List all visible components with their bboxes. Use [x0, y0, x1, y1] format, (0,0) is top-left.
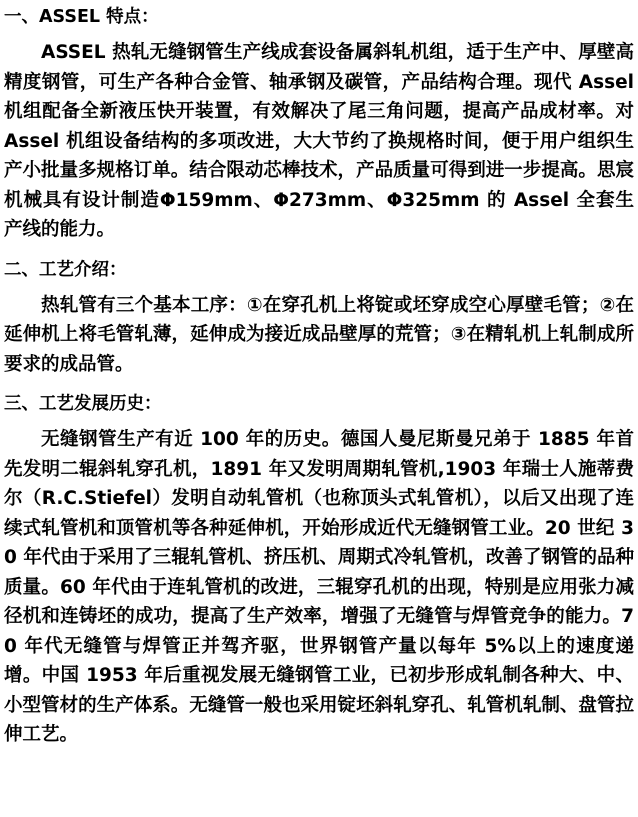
section-paragraph-process-history: 无缝钢管生产有近 100 年的历史。德国人曼尼斯曼兄弟于 1885 年首先发明二辊斜轧穿孔机，1891 年又发明周期轧管机,1903 年瑞士人施蒂费尔（R.C.Stiefel）发明自动轧管机（也称顶头式轧管机），以后又出现了连续式轧管机和顶管机等各种延伸机，开始形成近代无缝钢管工业。20 世纪 30 年代由于采用了三辊轧管机、挤压机、周期式冷轧管机，改善了钢管的品种质量。60 年代由于连轧管机的改进，三辊穿孔机的出现，特别是应用张力减径机和连铸坯的成功，提高了生产效率，增强了无缝管与焊管竞争的能力。70 年代无缝管与焊管正并驾齐驱，世界钢管产量以每年 5%以上的速度递增。中国 1953 年后重视发展无缝钢管工业，已初步形成轧制各种大、中、小型管材的生产体系。无缝管一般也采用锭坯斜轧穿孔、轧管机轧制、盘管拉伸工艺。: [4, 429, 634, 745]
section-paragraph-process-intro: 热轧管有三个基本工序：①在穿孔机上将锭或坯穿成空心厚壁毛管；②在延伸机上将毛管轧薄，延伸成为接近成品壁厚的荒管；③在精轧机上轧制成所要求的成品管。: [4, 294, 634, 375]
section-paragraph-assel-features: ASSEL 热轧无缝钢管生产线成套设备属斜轧机组，适于生产中、厚壁高精度钢管，可生产各种合金管、轴承钢及碳管，产品结构合理。现代 Assel 机组配备全新液压快开装置，有效解决了尾三角问题，提高产品成材率。对 Assel 机组设备结构的多项改进，大大节约了换规格时间，便于用户组织生产小批量多规格订单。结合限动芯棒技术，产品质量可得到进一步提高。思宸机械具有设计制造Φ159mm、Φ273mm、Φ325mm 的 Assel 全套生产线的能力。: [4, 42, 634, 240]
section-heading-process-history: 三、工艺发展历史：: [4, 394, 162, 414]
document-body: [4, 0, 634, 758]
section-heading-process-intro: 二、工艺介绍：: [4, 259, 127, 280]
section-heading-assel-features: 一、ASSEL 特点：: [4, 7, 159, 27]
